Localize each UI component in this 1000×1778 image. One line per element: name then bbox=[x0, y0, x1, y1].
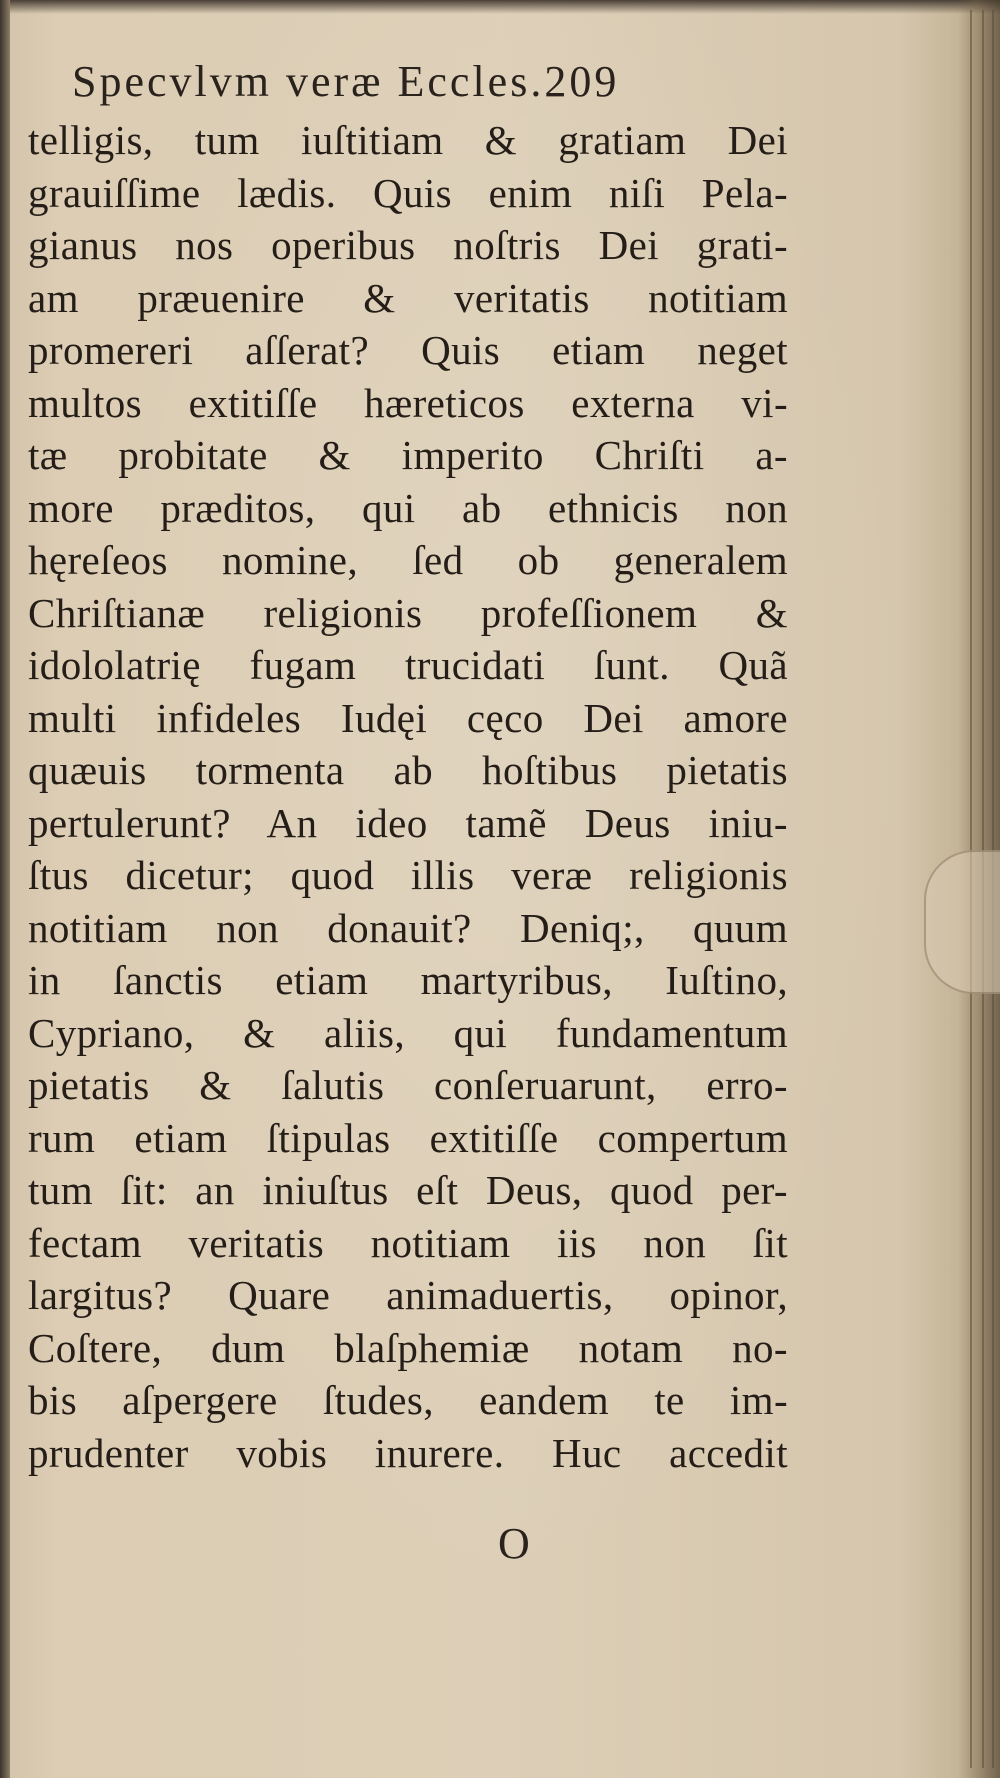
body-text bbox=[28, 114, 788, 1479]
text-line: am præuenire & veritatis notitiam bbox=[28, 274, 788, 321]
text-line: pietatis & ſalutis conſeruarunt, erro- bbox=[28, 1062, 788, 1108]
text-line: telligis, tum iuſtitiam & gratiam Dei bbox=[28, 117, 788, 163]
text-line: promereri aſſerat? Quis etiam neget bbox=[28, 327, 788, 373]
running-head: Specvlvm veræ Eccles.209 bbox=[72, 57, 620, 106]
text-line: in ſanctis etiam martyribus, Iuſtino, bbox=[28, 957, 788, 1003]
text-line: prudenter vobis inurere. Huc accedit bbox=[28, 1429, 788, 1476]
text-line: multi infideles Iudęi cęco Dei amore bbox=[28, 694, 788, 741]
text-line: more præditos, qui ab ethnicis non bbox=[28, 484, 788, 531]
text-line: tæ probitate & imperito Chriſti a- bbox=[28, 432, 788, 478]
signature-mark: O bbox=[498, 1519, 530, 1568]
text-line: notitiam non donauit? Deniq;, quum bbox=[28, 904, 788, 951]
page-tab bbox=[924, 850, 1000, 994]
text-line: bis aſpergere ſtudes, eandem te im- bbox=[28, 1377, 788, 1423]
text-line: idololatrię fugam trucidati ſunt. Quã bbox=[28, 642, 788, 688]
text-line: largitus? Quare animaduertis, opinor, bbox=[28, 1272, 788, 1318]
text-line: multos extitiſſe hæreticos externa vi- bbox=[28, 379, 788, 426]
text-line: fectam veritatis notitiam iis non ſit bbox=[28, 1219, 788, 1266]
text-line: rum etiam ſtipulas extitiſſe compertum bbox=[28, 1114, 788, 1161]
text-line: Coſtere, dum blaſphemiæ notam no- bbox=[28, 1324, 788, 1371]
text-line: pertulerunt? An ideo tamẽ Deus iniu- bbox=[28, 799, 788, 846]
text-line: Chriſtianæ religionis profeſſionem & bbox=[28, 589, 788, 636]
text-line: gianus nos operibus noſtris Dei grati- bbox=[28, 222, 788, 268]
binding-edge bbox=[0, 0, 10, 1778]
text-line: ſtus dicetur; quod illis veræ religionis bbox=[28, 852, 788, 898]
text-line: quæuis tormenta ab hoſtibus pietatis bbox=[28, 747, 788, 793]
text-line: grauiſſime lædis. Quis enim niſi Pela- bbox=[28, 169, 788, 216]
text-line: hęreſeos nomine, ſed ob generalem bbox=[28, 537, 788, 583]
text-line: tum ſit: an iniuſtus eſt Deus, quod per- bbox=[28, 1167, 788, 1213]
text-line: Cypriano, & aliis, qui fundamentum bbox=[28, 1009, 788, 1056]
top-shadow bbox=[0, 0, 1000, 14]
